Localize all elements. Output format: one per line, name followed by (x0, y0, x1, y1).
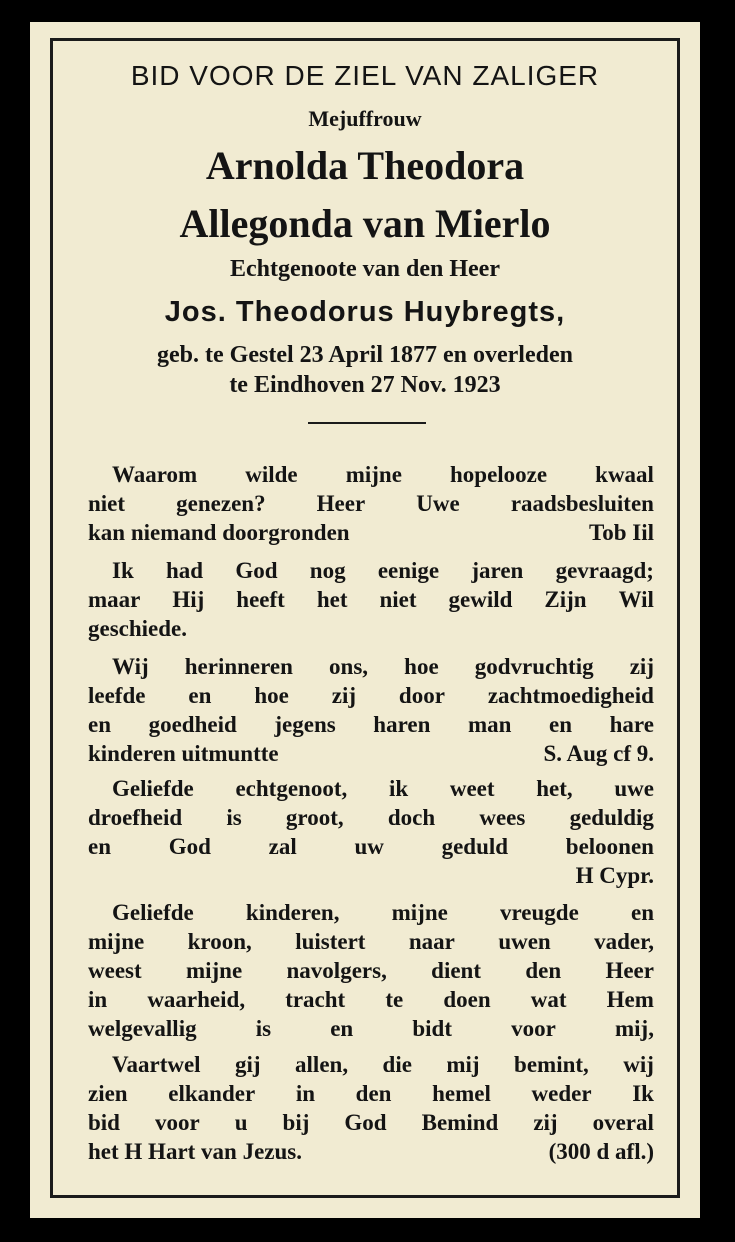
verse-1 (88, 460, 654, 547)
verse-word: weest (88, 958, 142, 983)
verse-word: bid (88, 1110, 120, 1135)
verse-word: man (467, 712, 512, 737)
verse-word: zij (629, 654, 654, 679)
verse-word: doen (443, 987, 491, 1012)
verse-word: weet (449, 776, 495, 801)
verse-word: hare (609, 712, 654, 737)
verse-word: Wij (112, 654, 149, 679)
verse-word: Uwe (416, 491, 460, 516)
deceased-name-line2: Allegonda van Mierlo (179, 201, 551, 246)
verse-word: welgevallig (88, 1016, 197, 1041)
verse-word: zachtmoedigheid (487, 683, 654, 708)
title-mejuffrouw: Mejuffrouw (308, 106, 422, 131)
verse-word: mijne (391, 900, 448, 925)
verse-word: en (88, 834, 111, 859)
verse-word: goedheid (148, 712, 237, 737)
verse-word: geduldig (569, 805, 654, 830)
verse-word: wilde (245, 462, 298, 487)
birth-death-line2: te Eindhoven 27 Nov. 1923 (229, 372, 501, 398)
verse-word: Wil (618, 587, 654, 612)
verse-word: God (235, 558, 278, 583)
verse-word: leefde (88, 683, 146, 708)
verse-2 (88, 556, 654, 643)
verse-word: Ik (632, 1081, 654, 1106)
verse-word: God (168, 834, 211, 859)
verse-word: ons, (329, 654, 369, 679)
birth-death-line1: geb. te Gestel 23 April 1877 en overleden (157, 342, 573, 368)
verse-word: nog (309, 558, 346, 583)
verse-word: allen, (295, 1052, 349, 1077)
verse-word: Vaartwel (112, 1052, 201, 1077)
verse-line (88, 710, 654, 739)
verse-word: is (226, 805, 242, 830)
verse-3 (88, 652, 654, 768)
verse-word: Hem (606, 987, 654, 1012)
verse-word: navolgers, (286, 958, 387, 983)
verse-word: uwe (614, 776, 654, 801)
verse-word: zij (533, 1110, 558, 1135)
memorial-card (30, 22, 700, 1218)
verse-line (88, 898, 654, 927)
verse-line (88, 774, 654, 803)
verse-word: en (188, 683, 212, 708)
verse-word: maar (88, 587, 141, 612)
verse-word: groot, (285, 805, 344, 830)
verse-word: waarheid, (147, 987, 246, 1012)
verse-line-text: kinderen uitmuntte (88, 741, 279, 766)
verse-word: voor (155, 1110, 200, 1135)
verse-word: Ik (112, 558, 134, 583)
verse-word: te (385, 987, 404, 1012)
verse-word: hoe (254, 683, 289, 708)
verse-word: mijne (345, 462, 402, 487)
divider-rule (308, 422, 426, 424)
verse-word: Heer (605, 958, 654, 983)
verse-6 (88, 1050, 654, 1166)
spouse-intro: Echtgenoote van den Heer (230, 256, 500, 282)
verse-reference: Tob Iil (588, 520, 654, 545)
verse-word: hopelooze (449, 462, 548, 487)
verse-word: Geliefde (112, 776, 194, 801)
verse-word: mijne (88, 929, 145, 954)
verse-word: heeft (236, 587, 285, 612)
verse-word: eenige (377, 558, 440, 583)
verse-line (88, 556, 654, 585)
indulgence-note: (300 d afl.) (548, 1139, 654, 1164)
deceased-name-line1: Arnolda Theodora (205, 143, 525, 188)
verse-line-with-ref (88, 739, 654, 768)
verse-word: niet (88, 491, 126, 516)
verse-line (88, 585, 654, 614)
verse-word: in (88, 987, 108, 1012)
prayer-heading: BID VOOR DE ZIEL VAN ZALIGER (130, 60, 600, 91)
verse-line-with-ref (88, 1137, 654, 1166)
verse-word: naar (408, 929, 455, 954)
verse-word: door (398, 683, 445, 708)
verse-word: wij (623, 1052, 654, 1077)
verse-word: herinneren (184, 654, 293, 679)
verse-line (88, 803, 654, 832)
verse-word: zal (268, 834, 297, 859)
verse-word: ik (388, 776, 409, 801)
verse-word: hemel (432, 1081, 491, 1106)
verse-word: mij, (615, 1016, 654, 1041)
verse-word: u (234, 1110, 248, 1135)
verse-word: tracht (285, 987, 346, 1012)
verse-word: en (330, 1016, 354, 1041)
verse-reference: H Cypr. (575, 863, 654, 888)
verse-word: echtgenoot, (235, 776, 348, 801)
verse-word: genezen? (176, 491, 266, 516)
verse-word: haren (373, 712, 431, 737)
verse-line (88, 832, 654, 861)
verse-word: mijne (185, 958, 243, 983)
verse-word: had (166, 558, 204, 583)
verse-word: mij (446, 1052, 480, 1077)
verse-word: zij (331, 683, 356, 708)
verse-word: bij (282, 1110, 310, 1135)
verse-line (88, 956, 654, 985)
verse-word: het, (536, 776, 573, 801)
verse-line-text: het H Hart van Jezus. (88, 1139, 303, 1164)
verse-line (88, 489, 654, 518)
verse-word: luistert (295, 929, 366, 954)
verse-word: Waarom (112, 462, 198, 487)
verse-word: kroon, (187, 929, 252, 954)
verse-word: die (382, 1052, 412, 1077)
verse-word: en (549, 712, 573, 737)
verse-word: zien (88, 1081, 128, 1106)
verse-word: in (295, 1081, 315, 1106)
verse-5 (88, 898, 654, 1043)
verse-word: bidt (412, 1016, 452, 1041)
verse-word: weder (531, 1081, 592, 1106)
verse-word: geduld (441, 834, 509, 859)
verse-word: kwaal (595, 462, 654, 487)
verse-line (88, 985, 654, 1014)
verse-word: wees (479, 805, 526, 830)
verse-word: jegens (274, 712, 336, 737)
verse-word: bemint, (514, 1052, 589, 1077)
verse-reference: S. Aug cf 9. (543, 741, 654, 766)
verse-word: den (525, 958, 562, 983)
verse-word: kinderen, (245, 900, 340, 925)
verse-word: Bemind (421, 1110, 499, 1135)
verse-word: dient (431, 958, 481, 983)
verse-word: en (630, 900, 654, 925)
verse-word: wat (530, 987, 567, 1012)
verse-word: den (355, 1081, 392, 1106)
verse-line (88, 460, 654, 489)
verse-line (88, 681, 654, 710)
verse-word: geschiede. (88, 616, 188, 641)
verse-word: niet (379, 587, 417, 612)
verse-word: raadsbesluiten (510, 491, 654, 516)
verse-line (88, 1050, 654, 1079)
spouse-name: Jos. Theodorus Huybregts, (164, 296, 566, 328)
verse-word: is (255, 1016, 272, 1041)
verse-word: overal (592, 1110, 654, 1135)
verse-word: Hij (172, 587, 205, 612)
verse-line (88, 1014, 654, 1043)
verse-word: gewild (448, 587, 513, 612)
verse-word: uw (354, 834, 384, 859)
verse-line (88, 1079, 654, 1108)
verse-word: beloonen (565, 834, 654, 859)
verse-4 (88, 774, 654, 890)
verse-word: droefheid (88, 805, 183, 830)
verse-line (88, 614, 654, 643)
verse-word: elkander (168, 1081, 256, 1106)
verse-word: Geliefde (112, 900, 194, 925)
verse-line-with-ref (88, 518, 654, 547)
verse-word: God (344, 1110, 387, 1135)
verse-word: gij (235, 1052, 261, 1077)
verse-line (88, 1108, 654, 1137)
verse-word: gevraagd; (555, 558, 654, 583)
verse-word: doch (387, 805, 436, 830)
verse-word: en (88, 712, 111, 737)
verse-line-text: kan niemand doorgronden (88, 520, 350, 545)
verse-word: vader, (594, 929, 654, 954)
verse-word: Heer (316, 491, 366, 516)
verse-line (88, 927, 654, 956)
verse-word: vreugde (500, 900, 579, 925)
verse-word: godvruchtig (474, 654, 594, 679)
verse-word: Zijn (544, 587, 587, 612)
verse-word: jaren (471, 558, 524, 583)
verse-word: uwen (498, 929, 551, 954)
verse-word: voor (511, 1016, 556, 1041)
verse-word: hoe (404, 654, 439, 679)
verse-word: het (316, 587, 348, 612)
verse-line (88, 652, 654, 681)
